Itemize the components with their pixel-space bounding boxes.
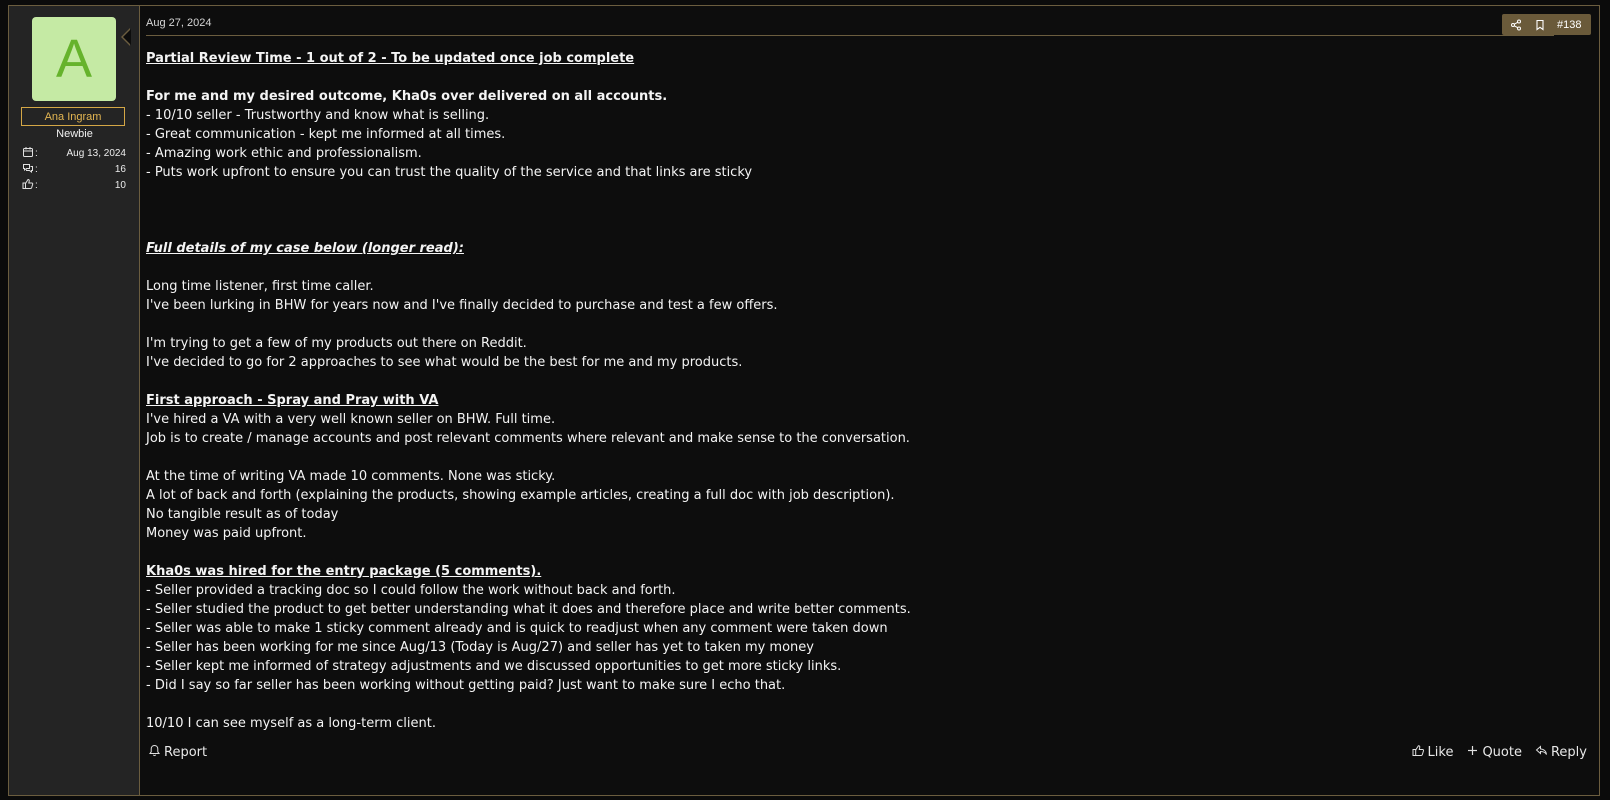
bookmark-icon[interactable] bbox=[1533, 18, 1546, 31]
message-line bbox=[146, 676, 1576, 695]
message-line bbox=[146, 657, 1576, 676]
avatar-letter[interactable]: A bbox=[32, 17, 116, 101]
message-line bbox=[146, 505, 1576, 524]
message-line bbox=[146, 277, 1576, 296]
message-text: - 10/10 seller - Trustworthy and know what is selling. bbox=[146, 108, 490, 123]
stat-separator: : bbox=[35, 147, 38, 159]
message-text: First approach - Spray and Pray with VA bbox=[146, 393, 439, 408]
stat-reactions bbox=[22, 178, 126, 192]
blank-line bbox=[146, 695, 1576, 714]
message-line bbox=[146, 334, 1576, 353]
message-text: I've decided to go for 2 approaches to see what would be the best for me and my products. bbox=[146, 355, 743, 370]
message-text: - Did I say so far seller has been working without getting paid? Just want to make sure I echo that. bbox=[146, 678, 786, 693]
message-text: For me and my desired outcome, Kha0s over delivered on all accounts. bbox=[146, 89, 668, 104]
message-line bbox=[146, 429, 1576, 448]
blank-line bbox=[146, 543, 1576, 562]
plus-icon bbox=[1466, 744, 1479, 761]
report-button[interactable] bbox=[148, 744, 207, 761]
message-line bbox=[146, 49, 1576, 68]
message-body bbox=[146, 49, 1576, 733]
username-link[interactable]: Ana Ingram bbox=[21, 107, 125, 126]
message-text: Money was paid upfront. bbox=[146, 526, 307, 541]
message-line bbox=[146, 125, 1576, 144]
stat-joined bbox=[22, 146, 126, 160]
message-line bbox=[146, 467, 1576, 486]
thumbs-up-icon bbox=[22, 178, 34, 193]
message-line bbox=[146, 87, 1576, 106]
message-text: 10/10 I can see myself as a long-term client. bbox=[146, 716, 436, 731]
post-footer-actions bbox=[1412, 744, 1587, 761]
calendar-icon bbox=[22, 146, 34, 161]
message-text: - Seller studied the product to get better understanding what it does and therefore place and write better comments. bbox=[146, 602, 911, 617]
blank-line bbox=[146, 182, 1576, 201]
message-line bbox=[146, 619, 1576, 638]
message-line bbox=[146, 353, 1576, 372]
stat-messages bbox=[22, 162, 126, 176]
message-line bbox=[146, 600, 1576, 619]
avatar[interactable] bbox=[32, 17, 116, 101]
blank-line bbox=[146, 201, 1576, 220]
quote-button[interactable] bbox=[1466, 744, 1522, 761]
thumbs-up-icon bbox=[1412, 744, 1425, 761]
like-button[interactable] bbox=[1412, 744, 1454, 761]
stat-value: 16 bbox=[114, 163, 126, 175]
blank-line bbox=[146, 258, 1576, 277]
stat-value: 10 bbox=[114, 179, 126, 191]
message-text: Long time listener, first time caller. bbox=[146, 279, 374, 294]
message-line bbox=[146, 163, 1576, 182]
message-line bbox=[146, 581, 1576, 600]
message-text: - Seller kept me informed of strategy adjustments and we discussed opportunities to get more sticky links. bbox=[146, 659, 842, 674]
stat-separator: : bbox=[35, 179, 38, 191]
blank-line bbox=[146, 315, 1576, 334]
user-sidebar bbox=[9, 6, 140, 795]
blank-line bbox=[146, 220, 1576, 239]
stat-separator: : bbox=[35, 163, 38, 175]
messages-icon bbox=[22, 162, 34, 177]
quote-label: Quote bbox=[1482, 745, 1522, 760]
post-actions bbox=[1502, 14, 1591, 35]
message-line bbox=[146, 144, 1576, 163]
message-text: A lot of back and forth (explaining the products, showing example articles, creating a full doc with job description). bbox=[146, 488, 895, 503]
like-label: Like bbox=[1427, 745, 1454, 760]
message-text: - Seller was able to make 1 sticky comment already and is quick to readjust when any comment were taken down bbox=[146, 621, 888, 636]
message-text: I'm trying to get a few of my products out there on Reddit. bbox=[146, 336, 527, 351]
message-line bbox=[146, 296, 1576, 315]
reply-button[interactable] bbox=[1535, 744, 1587, 761]
message-line bbox=[146, 486, 1576, 505]
message-text: I've hired a VA with a very well known seller on BHW. Full time. bbox=[146, 412, 556, 427]
message-text: I've been lurking in BHW for years now and I've finally decided to purchase and test a few offers. bbox=[146, 298, 778, 313]
message-text: Full details of my case below (longer read): bbox=[146, 241, 464, 256]
forum-post bbox=[8, 5, 1600, 796]
blank-line bbox=[146, 372, 1576, 391]
message-text: Partial Review Time - 1 out of 2 - To be updated once job complete bbox=[146, 51, 635, 66]
message-text: - Seller has been working for me since Aug/13 (Today is Aug/27) and seller has yet to taken my money bbox=[146, 640, 814, 655]
stat-value: Aug 13, 2024 bbox=[66, 147, 126, 159]
bell-icon bbox=[148, 744, 161, 761]
message-line bbox=[146, 714, 1576, 733]
message-text: Job is to create / manage accounts and post relevant comments where relevant and make sense to the conversation. bbox=[146, 431, 910, 446]
blank-line bbox=[146, 68, 1576, 87]
reply-icon bbox=[1535, 744, 1548, 761]
message-line bbox=[146, 524, 1576, 543]
header-divider bbox=[146, 35, 1554, 36]
message-main bbox=[146, 6, 1599, 795]
message-text: Kha0s was hired for the entry package (5 comments). bbox=[146, 564, 542, 579]
reply-label: Reply bbox=[1550, 745, 1587, 760]
message-text: At the time of writing VA made 10 comments. None was sticky. bbox=[146, 469, 556, 484]
blank-line bbox=[146, 448, 1576, 467]
message-line bbox=[146, 410, 1576, 429]
message-line bbox=[146, 391, 1576, 410]
report-label: Report bbox=[164, 745, 208, 760]
message-text: - Great communication - kept me informed at all times. bbox=[146, 127, 506, 142]
post-number[interactable]: #138 bbox=[1557, 18, 1582, 31]
message-text: - Puts work upfront to ensure you can trust the quality of the service and that links are sticky bbox=[146, 165, 753, 180]
message-line bbox=[146, 562, 1576, 581]
user-title: Newbie bbox=[56, 128, 93, 140]
message-line bbox=[146, 106, 1576, 125]
share-icon[interactable] bbox=[1509, 18, 1522, 31]
avatar-pointer-inner bbox=[123, 29, 131, 45]
message-text: - Amazing work ethic and professionalism. bbox=[146, 146, 422, 161]
message-text: - Seller provided a tracking doc so I could follow the work without back and forth. bbox=[146, 583, 676, 598]
message-text: No tangible result as of today bbox=[146, 507, 339, 522]
post-date[interactable]: Aug 27, 2024 bbox=[146, 17, 212, 29]
message-line bbox=[146, 638, 1576, 657]
message-line bbox=[146, 239, 1576, 258]
